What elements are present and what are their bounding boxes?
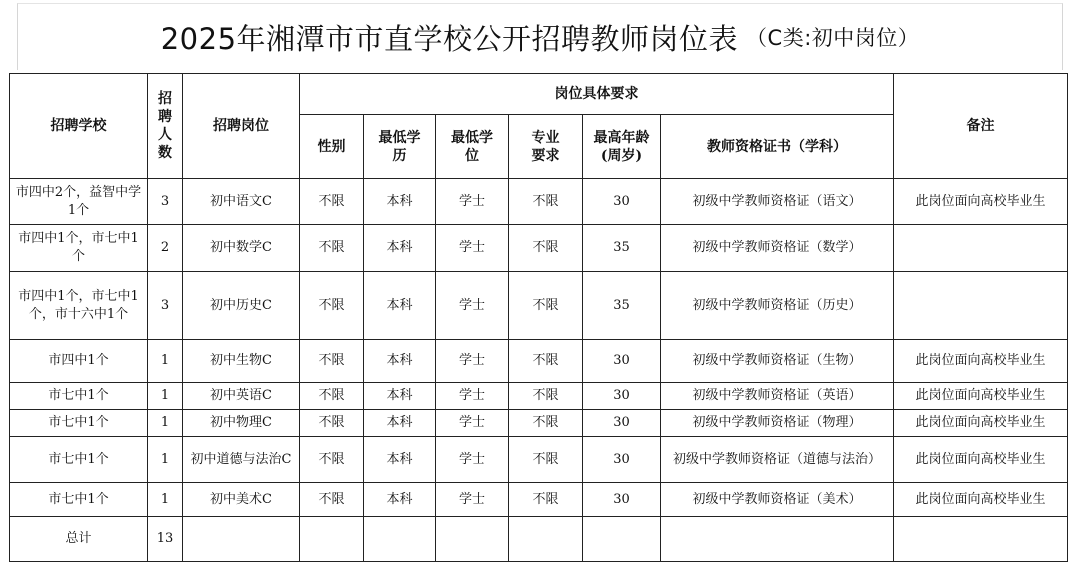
table-row <box>10 272 1068 340</box>
degree-cell: 学士 <box>436 410 509 437</box>
title-subtitle: （C类:初中岗位） <box>746 26 920 50</box>
remarks-cell <box>894 272 1068 340</box>
remarks-cell <box>894 225 1068 272</box>
total-empty-cell <box>183 517 300 562</box>
remarks-cell: 此岗位面向高校毕业生 <box>894 483 1068 517</box>
table-row <box>10 437 1068 483</box>
position-cell: 初中道德与法治C <box>183 437 300 483</box>
education-cell: 本科 <box>364 272 436 340</box>
gender-cell: 不限 <box>300 383 364 410</box>
header-count: 招聘人数 <box>148 74 183 179</box>
school-cell: 市七中1个 <box>10 383 148 410</box>
position-cell: 初中数学C <box>183 225 300 272</box>
count-cell: 1 <box>148 410 183 437</box>
major-cell: 不限 <box>509 410 583 437</box>
age-cell: 30 <box>583 340 661 383</box>
major-cell: 不限 <box>509 272 583 340</box>
degree-cell: 学士 <box>436 483 509 517</box>
count-cell: 1 <box>148 383 183 410</box>
age-cell: 30 <box>583 179 661 225</box>
age-cell: 35 <box>583 225 661 272</box>
certificate-cell: 初级中学教师资格证（美术） <box>661 483 894 517</box>
major-cell: 不限 <box>509 179 583 225</box>
age-cell: 30 <box>583 437 661 483</box>
remarks-cell: 此岗位面向高校毕业生 <box>894 410 1068 437</box>
remarks-cell: 此岗位面向高校毕业生 <box>894 383 1068 410</box>
table-header <box>10 74 1068 179</box>
gender-cell: 不限 <box>300 437 364 483</box>
position-cell: 初中美术C <box>183 483 300 517</box>
degree-cell: 学士 <box>436 179 509 225</box>
count-cell: 1 <box>148 483 183 517</box>
education-cell: 本科 <box>364 437 436 483</box>
total-row <box>10 517 1068 562</box>
title-main: 2025年湘潭市市直学校公开招聘教师岗位表 <box>160 21 739 56</box>
education-cell: 本科 <box>364 410 436 437</box>
major-cell: 不限 <box>509 225 583 272</box>
total-empty-cell <box>661 517 894 562</box>
table-row <box>10 483 1068 517</box>
education-cell: 本科 <box>364 483 436 517</box>
major-cell: 不限 <box>509 483 583 517</box>
table-row <box>10 179 1068 225</box>
page-title <box>0 0 1080 74</box>
count-cell: 3 <box>148 272 183 340</box>
major-cell: 不限 <box>509 340 583 383</box>
total-empty-cell <box>300 517 364 562</box>
header-certificate: 教师资格证书（学科） <box>661 115 894 179</box>
age-cell: 30 <box>583 383 661 410</box>
age-cell: 35 <box>583 272 661 340</box>
total-empty-cell <box>436 517 509 562</box>
total-label: 总计 <box>10 517 148 562</box>
total-count: 13 <box>148 517 183 562</box>
certificate-cell: 初级中学教师资格证（历史） <box>661 272 894 340</box>
degree-cell: 学士 <box>436 340 509 383</box>
degree-cell: 学士 <box>436 437 509 483</box>
total-empty-cell <box>583 517 661 562</box>
school-cell: 市七中1个 <box>10 437 148 483</box>
school-cell: 市四中1个，市七中1个，市十六中1个 <box>10 272 148 340</box>
total-empty-cell <box>509 517 583 562</box>
table-row <box>10 225 1068 272</box>
gender-cell: 不限 <box>300 483 364 517</box>
position-cell: 初中语文C <box>183 179 300 225</box>
total-empty-cell <box>364 517 436 562</box>
gender-cell: 不限 <box>300 340 364 383</box>
education-cell: 本科 <box>364 340 436 383</box>
degree-cell: 学士 <box>436 272 509 340</box>
certificate-cell: 初级中学教师资格证（道德与法治） <box>661 437 894 483</box>
gender-cell: 不限 <box>300 272 364 340</box>
header-school: 招聘学校 <box>10 74 148 179</box>
header-gender: 性别 <box>300 115 364 179</box>
school-cell: 市四中1个，市七中1个 <box>10 225 148 272</box>
header-major: 专业要求 <box>509 115 583 179</box>
education-cell: 本科 <box>364 225 436 272</box>
table-row <box>10 410 1068 437</box>
remarks-cell: 此岗位面向高校毕业生 <box>894 340 1068 383</box>
position-cell: 初中历史C <box>183 272 300 340</box>
position-cell: 初中生物C <box>183 340 300 383</box>
remarks-cell: 此岗位面向高校毕业生 <box>894 179 1068 225</box>
school-cell: 市四中1个 <box>10 340 148 383</box>
certificate-cell: 初级中学教师资格证（英语） <box>661 383 894 410</box>
header-min-degree: 最低学位 <box>436 115 509 179</box>
position-cell: 初中物理C <box>183 410 300 437</box>
table-row <box>10 383 1068 410</box>
school-cell: 市四中2个，益智中学1个 <box>10 179 148 225</box>
recruitment-table <box>9 73 1068 562</box>
education-cell: 本科 <box>364 179 436 225</box>
gender-cell: 不限 <box>300 225 364 272</box>
age-cell: 30 <box>583 410 661 437</box>
header-position: 招聘岗位 <box>183 74 300 179</box>
certificate-cell: 初级中学教师资格证（数学） <box>661 225 894 272</box>
header-requirements: 岗位具体要求 <box>300 74 894 115</box>
gender-cell: 不限 <box>300 410 364 437</box>
table-row <box>10 340 1068 383</box>
table-body <box>10 179 1068 517</box>
count-cell: 1 <box>148 340 183 383</box>
count-cell: 3 <box>148 179 183 225</box>
header-remarks: 备注 <box>894 74 1068 179</box>
certificate-cell: 初级中学教师资格证（语文） <box>661 179 894 225</box>
gender-cell: 不限 <box>300 179 364 225</box>
count-cell: 1 <box>148 437 183 483</box>
age-cell: 30 <box>583 483 661 517</box>
certificate-cell: 初级中学教师资格证（生物） <box>661 340 894 383</box>
position-cell: 初中英语C <box>183 383 300 410</box>
total-empty-cell <box>894 517 1068 562</box>
degree-cell: 学士 <box>436 225 509 272</box>
header-max-age: 最高年龄(周岁) <box>583 115 661 179</box>
count-cell: 2 <box>148 225 183 272</box>
school-cell: 市七中1个 <box>10 410 148 437</box>
education-cell: 本科 <box>364 383 436 410</box>
major-cell: 不限 <box>509 437 583 483</box>
header-min-education: 最低学历 <box>364 115 436 179</box>
certificate-cell: 初级中学教师资格证（物理） <box>661 410 894 437</box>
remarks-cell: 此岗位面向高校毕业生 <box>894 437 1068 483</box>
table-footer <box>10 517 1068 562</box>
major-cell: 不限 <box>509 383 583 410</box>
degree-cell: 学士 <box>436 383 509 410</box>
school-cell: 市七中1个 <box>10 483 148 517</box>
